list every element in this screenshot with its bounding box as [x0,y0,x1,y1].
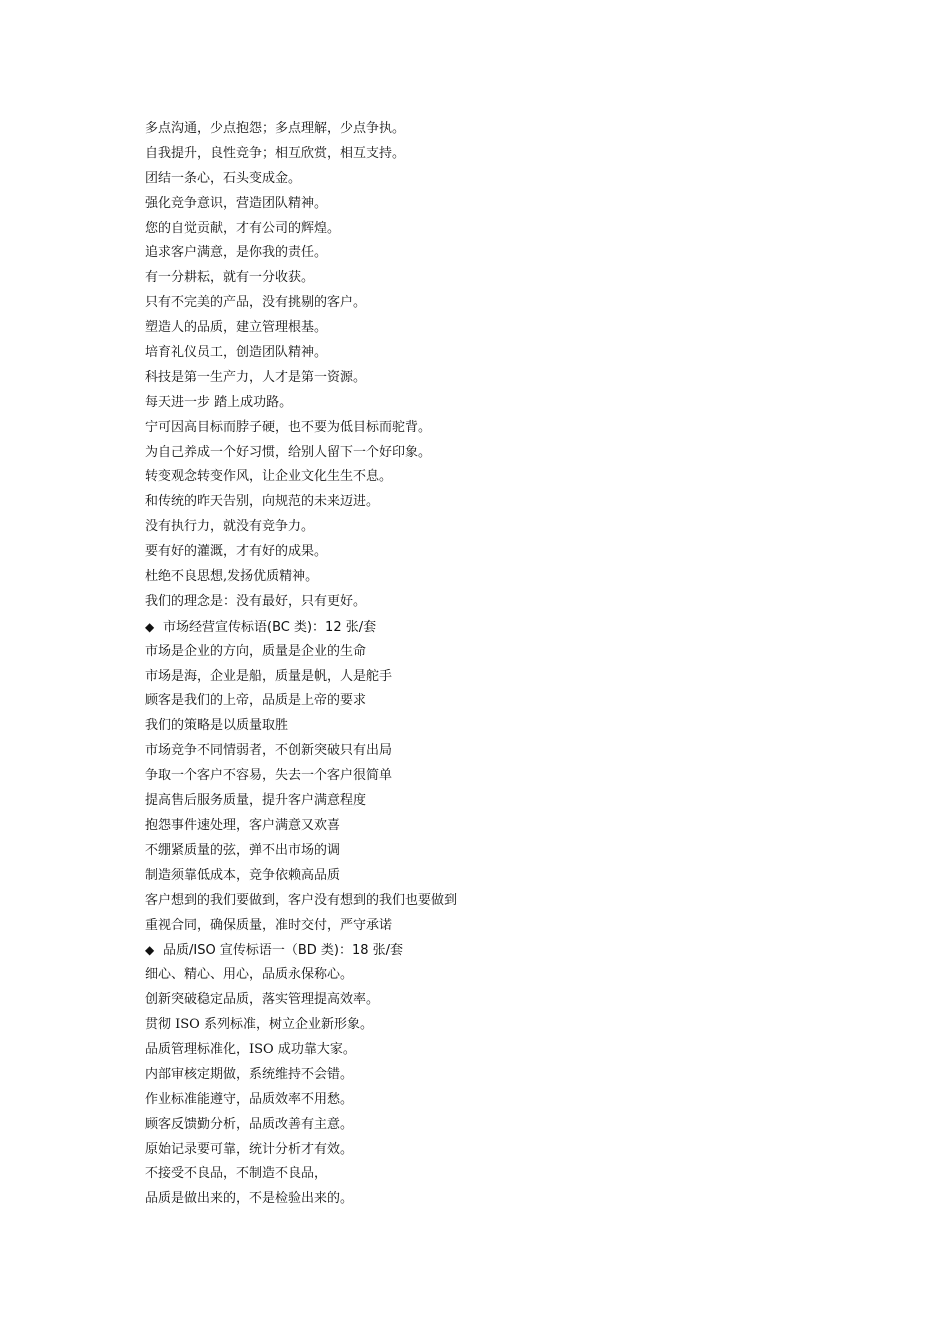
slogan-line: 您的自觉贡献，才有公司的辉煌。 [145,220,341,236]
slogan-line: 提高售后服务质量，提升客户满意程度 [145,793,367,809]
slogan-line: 只有不完美的产品，没有挑剔的客户。 [145,295,367,311]
slogan-line: 重视合同，确保质量，准时交付，严守承诺 [145,917,393,933]
slogan-list-market [145,640,845,939]
slogan-line: 强化竞争意识，营造团队精神。 [145,195,328,211]
slogan-line: 培育礼仪员工，创造团队精神。 [145,345,328,361]
slogan-line: 抱怨事件速处理，客户满意又欢喜 [145,817,341,833]
slogan-line: 品质是做出来的，不是检验出来的。 [145,1191,354,1207]
slogan-line: 内部审核定期做，系统维持不会错。 [145,1066,354,1082]
slogan-line: 和传统的昨天告别，向规范的未来迈进。 [145,494,380,510]
slogan-line: 我们的策略是以质量取胜 [145,718,289,734]
slogan-line: 追求客户满意，是你我的责任。 [145,245,328,261]
slogan-line: 宁可因高目标而脖子硬，也不要为低目标而驼背。 [145,419,432,435]
slogan-line: 我们的理念是：没有最好，只有更好。 [145,593,367,609]
slogan-line: 细心、精心、用心，品质永保称心。 [145,967,354,983]
section-heading-text: 市场经营宣传标语(BC 类)：12 张/套 [163,619,377,635]
slogan-list-quality [145,963,845,1212]
section-heading-bc [145,615,845,640]
slogan-line: 自我提升，良性竞争；相互欣赏，相互支持。 [145,145,406,161]
slogan-line: 制造须靠低成本，竞争依赖高品质 [145,867,341,883]
slogan-line: 团结一条心，石头变成金。 [145,170,302,186]
slogan-line: 贯彻 ISO 系列标准，树立企业新形象。 [145,1017,373,1033]
slogan-line: 顾客是我们的上帝，品质是上帝的要求 [145,693,367,709]
slogan-line: 为自己养成一个好习惯，给别人留下一个好印象。 [145,444,432,460]
slogan-line: 不接受不良品，不制造不良品， [145,1166,328,1182]
slogan-line: 科技是第一生产力，人才是第一资源。 [145,369,367,385]
diamond-bullet-icon: ◆ [145,943,155,958]
slogan-line: 创新突破稳定品质，落实管理提高效率。 [145,992,380,1008]
section-heading-bd [145,938,845,963]
slogan-line: 客户想到的我们要做到，客户没有想到的我们也要做到 [145,892,458,908]
diamond-bullet-icon: ◆ [145,619,155,634]
slogan-line: 市场竞争不同情弱者，不创新突破只有出局 [145,743,393,759]
slogan-line: 要有好的灌溉，才有好的成果。 [145,544,328,560]
slogan-line: 塑造人的品质，建立管理根基。 [145,320,328,336]
slogan-line: 杜绝不良思想,发扬优质精神。 [145,569,319,585]
slogan-line: 原始记录要可靠，统计分析才有效。 [145,1141,354,1157]
document-body [145,117,845,1212]
slogan-line: 转变观念转变作风，让企业文化生生不息。 [145,469,393,485]
slogan-line: 每天进一步 踏上成功路。 [145,394,293,410]
slogan-line: 没有执行力，就没有竞争力。 [145,519,315,535]
slogan-line: 有一分耕耘，就有一分收获。 [145,270,315,286]
slogan-line: 多点沟通，少点抱怨；多点理解，少点争执。 [145,121,406,136]
slogan-line: 不绷紧质量的弦，弹不出市场的调 [145,842,341,858]
slogan-line: 争取一个客户不容易，失去一个客户很简单 [145,768,393,784]
slogan-line: 品质管理标准化，ISO 成功靠大家。 [145,1041,356,1057]
slogan-line: 顾客反馈勤分析，品质改善有主意。 [145,1116,354,1132]
section-heading-text: 品质/ISO 宣传标语一（BD 类)：18 张/套 [163,943,404,959]
slogan-line: 作业标准能遵守，品质效率不用愁。 [145,1091,354,1107]
slogan-line: 市场是企业的方向，质量是企业的生命 [145,643,367,659]
slogan-list-general [145,117,845,615]
slogan-line: 市场是海，企业是船，质量是帆，人是舵手 [145,668,393,684]
